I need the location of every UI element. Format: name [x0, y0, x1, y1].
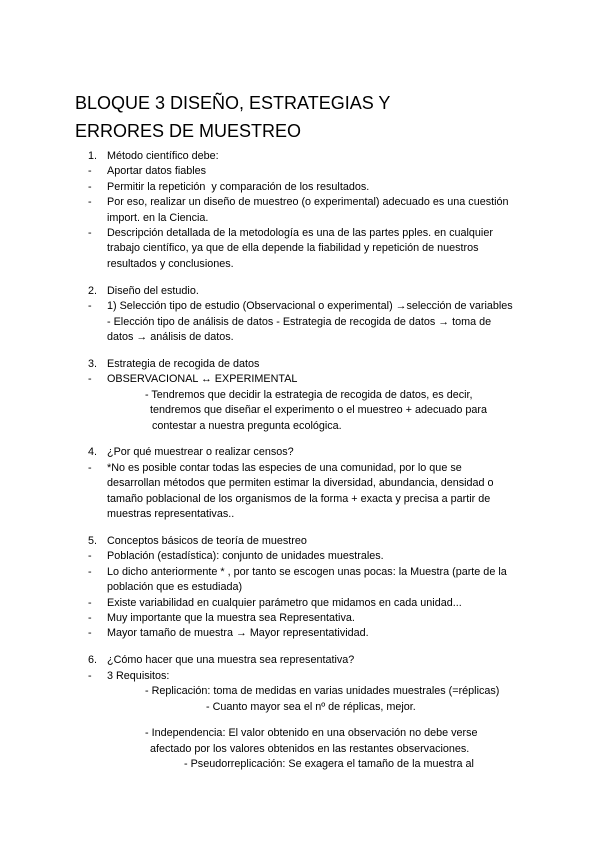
- sub-note-line: afectado por los valores obtenidos en las restantes observaciones.: [150, 742, 470, 755]
- list-item: [88, 565, 600, 596]
- item-line: desarrollan métodos que permiten estimar la diversidad, abundancia, densidad o: [107, 477, 494, 490]
- list-item: [88, 226, 600, 272]
- item-line: muestras representativas..: [107, 508, 235, 521]
- item-line: *No es posible contar todas las especies de una comunidad, por lo que se: [107, 461, 462, 474]
- section-number: 5.: [88, 534, 98, 547]
- item-line: tamaño poblacional de los organismos de la forma + exacta y precisa a partir de: [107, 492, 491, 505]
- sub-note-line: - Replicación: toma de medidas en varias unidades muestrales (=réplicas): [145, 685, 500, 698]
- list-item: [88, 626, 600, 641]
- section-heading-row: [88, 284, 600, 299]
- bullet-marker: -: [88, 596, 92, 609]
- list-item: [88, 195, 600, 226]
- item-line: Existe variabilidad en cualquier parámetro que midamos en cada unidad...: [107, 596, 462, 609]
- section-number: 1.: [88, 150, 98, 162]
- section-heading-row: [88, 149, 600, 164]
- item-line: OBSERVACIONAL ↔ EXPERIMENTAL: [107, 373, 298, 386]
- sub-note-line: contestar a nuestra pregunta ecológica.: [152, 419, 342, 432]
- bullet-marker: -: [88, 180, 92, 193]
- item-line: 3 Requisitos:: [107, 669, 170, 682]
- section-heading-row: [88, 357, 600, 372]
- list-item: [88, 372, 600, 387]
- section-heading: Conceptos básicos de teoría de muestreo: [107, 534, 307, 547]
- section-heading-row: [88, 445, 600, 460]
- section-5: [88, 534, 600, 642]
- section-heading: ¿Por qué muestrear o realizar censos?: [107, 446, 294, 459]
- list-item: [88, 611, 600, 626]
- list-item: [88, 180, 600, 195]
- sub-note-line: - Pseudorreplicación: Se exagera el tamaño de la muestra al: [184, 758, 474, 771]
- bullet-marker: -: [88, 461, 92, 474]
- section-number: 3.: [88, 357, 98, 370]
- section-heading: Método científico debe:: [107, 150, 219, 162]
- list-item: [88, 549, 600, 564]
- bullet-marker: -: [88, 627, 92, 640]
- item-line: Población (estadística): conjunto de unidades muestrales.: [107, 550, 384, 563]
- section-heading-row: [88, 653, 600, 668]
- section-heading-row: [88, 534, 600, 549]
- bullet-marker: -: [88, 550, 92, 563]
- title-line: BLOQUE 3 DISEÑO, ESTRATEGIAS Y: [75, 93, 391, 113]
- section-heading: ¿Cómo hacer que una muestra sea representativa?: [107, 654, 355, 667]
- item-line: resultados y conclusiones.: [107, 257, 234, 270]
- section-heading: Diseño del estudio.: [107, 284, 199, 297]
- section-6: [88, 653, 600, 772]
- bullet-marker: -: [88, 611, 92, 624]
- list-item: [88, 164, 600, 179]
- bullet-marker: -: [88, 373, 92, 386]
- list-item: [88, 669, 600, 684]
- item-line: Lo dicho anteriormente * , por tanto se escogen unas pocas: la Muestra (parte de la: [107, 565, 507, 578]
- section-number: 6.: [88, 654, 98, 667]
- bullet-marker: -: [88, 669, 92, 682]
- bullet-marker: -: [88, 227, 92, 240]
- sub-note-line: - Cuanto mayor sea el nº de réplicas, mejor.: [206, 700, 416, 713]
- list-item: [88, 596, 600, 611]
- item-line: población que es estudiada): [107, 581, 243, 594]
- sub-note-line: - Independencia: El valor obtenido en una observación no debe verse: [145, 727, 478, 740]
- item-line: - Elección tipo de análisis de datos - Estrategia de recogida de datos → toma de: [107, 315, 492, 328]
- sub-note-line: - Tendremos que decidir la estrategia de recogida de datos, es decir,: [145, 388, 473, 401]
- item-line: Permitir la repetición y comparación de los resultados.: [107, 180, 370, 193]
- section-2: [88, 284, 600, 346]
- item-line: datos → análisis de datos.: [107, 330, 234, 343]
- item-line: import. en la Ciencia.: [107, 211, 209, 224]
- section-number: 4.: [88, 446, 98, 459]
- item-line: Mayor tamaño de muestra → Mayor representatividad.: [107, 627, 369, 640]
- section-4: [88, 445, 600, 522]
- item-line: Aportar datos fiables: [107, 165, 207, 178]
- list-item: [88, 461, 600, 523]
- section-3: [88, 357, 600, 434]
- bullet-marker: -: [88, 165, 92, 178]
- document-title: [75, 89, 600, 145]
- section-1: [88, 149, 600, 272]
- list-item: [88, 299, 600, 345]
- sub-note-line: tendremos que diseñar el experimento o el muestreo + adecuado para: [150, 404, 488, 417]
- item-line: Muy importante que la muestra sea Representativa.: [107, 611, 355, 624]
- item-line: Descripción detallada de la metodología es una de las partes pples. en cualquier: [107, 227, 493, 240]
- section-heading: Estrategia de recogida de datos: [107, 357, 260, 370]
- item-line: Por eso, realizar un diseño de muestreo (o experimental) adecuado es una cuestión: [107, 196, 509, 209]
- item-line: 1) Selección tipo de estudio (Observacional o experimental) →selección de variables: [107, 300, 513, 313]
- item-line: trabajo científico, ya que de ella depende la fiabilidad y repetición de nuestros: [107, 242, 479, 255]
- bullet-marker: -: [88, 565, 92, 578]
- title-line: ERRORES DE MUESTREO: [75, 121, 302, 141]
- section-number: 2.: [88, 284, 98, 297]
- bullet-marker: -: [88, 196, 92, 209]
- bullet-marker: -: [88, 300, 92, 313]
